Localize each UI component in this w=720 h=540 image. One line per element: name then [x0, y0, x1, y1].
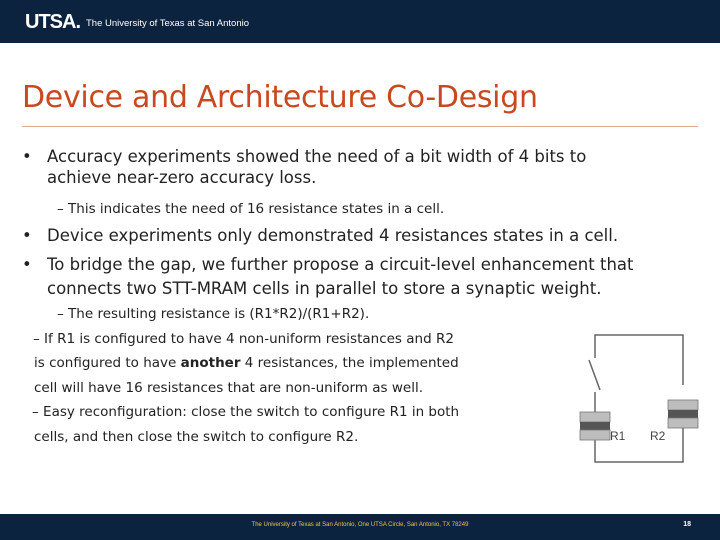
sub-easy-reconfig: – Easy reconfiguration: close the switch to configure R1 in both: [32, 404, 460, 420]
sub-resulting-resistance: – The resulting resistance is (R1*R2)/(R1+R2).: [57, 306, 370, 322]
switch-icon: [589, 360, 600, 390]
slide-title: Device and Architecture Co-Design: [22, 80, 538, 115]
logo-wordmark: UTSA.: [25, 10, 80, 33]
title-divider: [22, 126, 698, 127]
sub-r2-post: 4 resistances, the implemented: [240, 355, 459, 371]
footer-bar: [0, 514, 720, 540]
label-r1: R1: [610, 429, 626, 443]
mtj-cell-r2: [668, 400, 698, 440]
bullet-marker: •: [22, 147, 32, 166]
parallel-circuit-diagram: [570, 320, 700, 470]
sub-16-resistances: cell will have 16 resistances that are non-uniform as well.: [34, 380, 423, 396]
bullet-text: Device experiments only demonstrated 4 resistances states in a cell.: [47, 226, 619, 245]
university-name: The University of Texas at San Antonio: [86, 18, 249, 29]
bullet-text-cont: connects two STT-MRAM cells in parallel to store a synaptic weight.: [47, 279, 602, 298]
mtj-cell-r1: [580, 412, 610, 440]
page-number: 18: [683, 521, 691, 528]
sub-r2-pre: is configured to have: [34, 355, 181, 371]
circuit-wires: [589, 335, 683, 462]
sub-close-switch: cells, and then close the switch to configure R2.: [34, 429, 359, 445]
bullet-marker: •: [22, 255, 32, 274]
sub-r2-config: [34, 355, 459, 372]
sub-r2-emphasis: another: [180, 355, 241, 371]
label-r2: R2: [650, 429, 666, 443]
bullet-text-cont: achieve near-zero accuracy loss.: [47, 168, 317, 187]
utsa-logo: [25, 10, 249, 34]
bullet-text: To bridge the gap, we further propose a circuit-level enhancement that: [47, 255, 634, 274]
sub-bullet-16-states: – This indicates the need of 16 resistance states in a cell.: [57, 201, 445, 217]
bullet-text: Accuracy experiments showed the need of a bit width of 4 bits to: [47, 147, 587, 166]
sub-r1-config: – If R1 is configured to have 4 non-uniform resistances and R2: [33, 331, 454, 347]
header-bar: [0, 0, 720, 43]
footer-address: The University of Texas at San Antonio, One UTSA Circle, San Antonio, TX 78249: [251, 522, 469, 528]
bullet-marker: •: [22, 226, 32, 245]
